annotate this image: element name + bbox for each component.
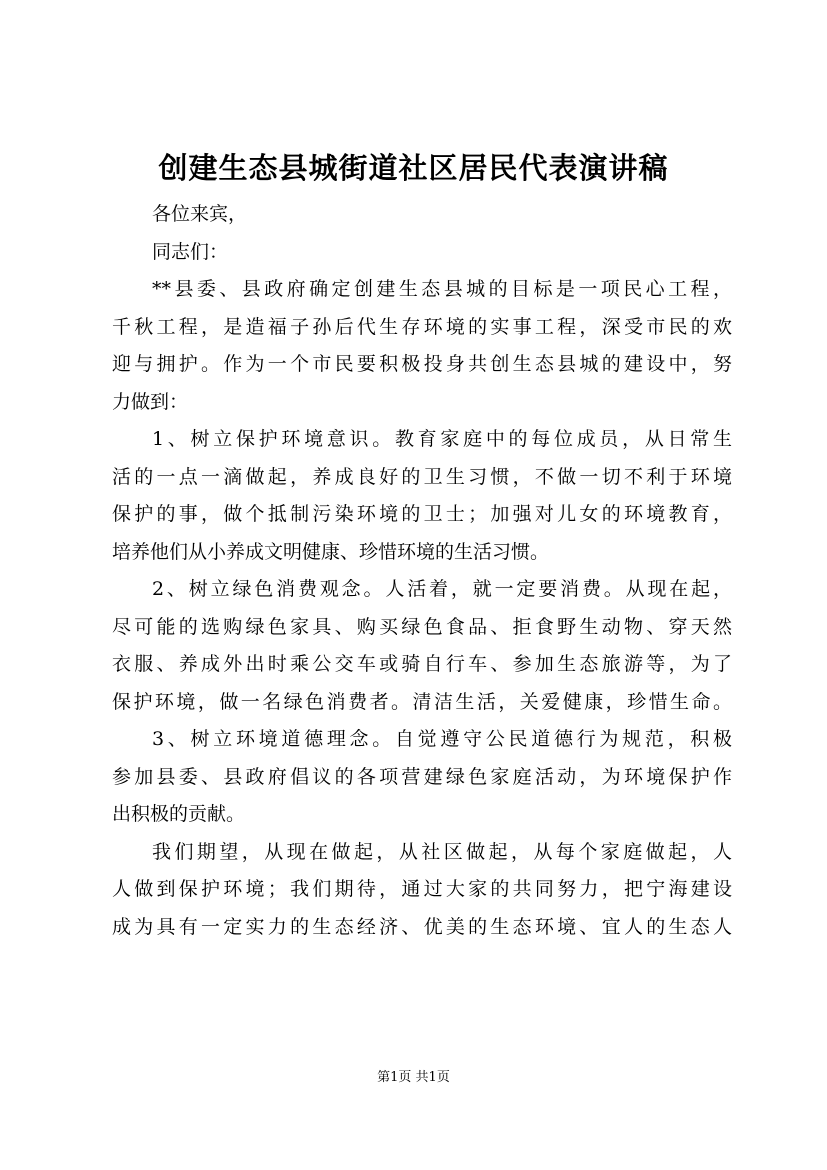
text-line: 同志们： (152, 240, 229, 263)
text-line: 出积极的贡献。 (112, 803, 246, 825)
text-line: 培养他们从小养成文明健康、珍惜环境的生活习惯。 (112, 540, 550, 563)
text-line: 活的一点一滴做起，养成良好的卫生习惯，不做一切不利于环境 (112, 465, 732, 488)
text-line: 衣服、养成外出时乘公交车或骑自行车、参加生态旅游等，为了 (112, 653, 732, 675)
text-line: 尽可能的选购绿色家具、购买绿色食品、拒食野生动物、穿天然 (112, 615, 732, 638)
text-line: 力做到： (112, 390, 189, 413)
text-line: 成为具有一定实力的生态经济、优美的生态环境、宜人的生态人 (112, 915, 732, 938)
text-line: **县委、县政府确定创建生态县城的目标是一项民心工程， (152, 278, 732, 300)
text-line: 参加县委、县政府倡议的各项营建绿色家庭活动，为环境保护作 (112, 765, 732, 788)
document-title: 创建生态县城街道社区居民代表演讲稿 (158, 151, 669, 185)
text-line: 3、树立环境道德理念。自觉遵守公民道德行为规范，积极 (152, 728, 732, 750)
text-line: 千秋工程，是造福子孙后代生存环境的实事工程，深受市民的欢 (112, 315, 732, 338)
text-line: 人做到保护环境；我们期待，通过大家的共同努力，把宁海建设 (112, 878, 732, 900)
text-line: 1、树立保护环境意识。教育家庭中的每位成员，从日常生 (152, 428, 732, 450)
text-line: 2、树立绿色消费观念。人活着，就一定要消费。从现在起， (152, 578, 732, 600)
text-line: 保护的事，做个抵制污染环境的卫士；加强对儿女的环境教育， (112, 503, 732, 525)
text-line: 迎与拥护。作为一个市民要积极投身共创生态县城的建设中，努 (112, 353, 732, 375)
text-line: 各位来宾， (152, 203, 248, 225)
text-line: 我们期望，从现在做起，从社区做起，从每个家庭做起，人 (152, 840, 732, 863)
page-footer: 第1页 共1页 (377, 1070, 450, 1085)
text-line: 保护环境，做一名绿色消费者。清洁生活，关爱健康，珍惜生命。 (112, 690, 732, 713)
document-body (112, 196, 732, 946)
